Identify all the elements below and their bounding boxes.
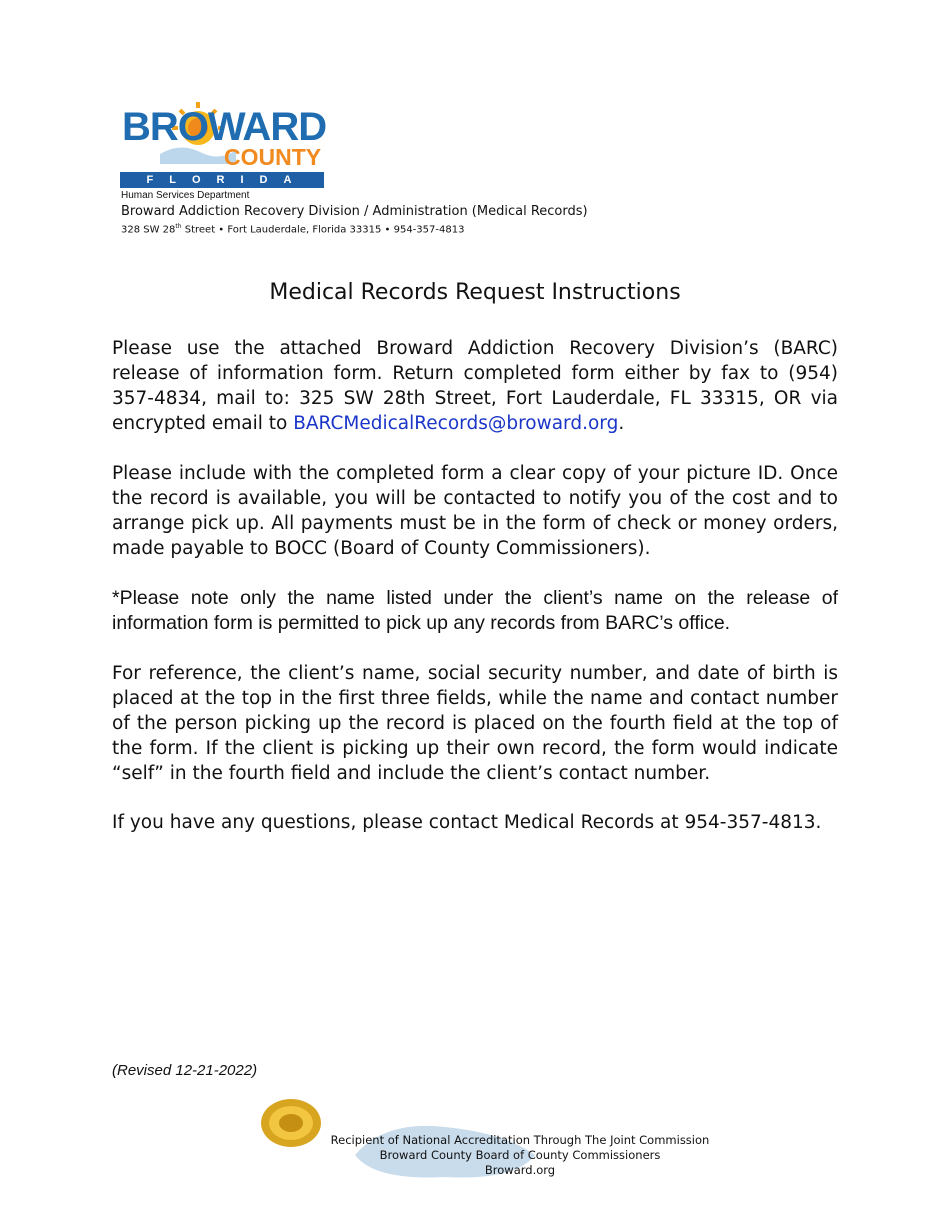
footer-website: Broward.org [484,1163,556,1177]
department-name: Human Services Department [121,190,250,201]
paragraph-form-reference: For reference, the client’s name, social security number, and date of birth is placed at the top in the first three fields, while the name and contact number of the person picking up the record is placed on the fourth field at the top of the form. If the client is picking up their own record, the form would indicate “self” in the fourth field and include the client’s contact number. [112,663,838,784]
page-title: Medical Records Request Instructions [269,280,681,305]
paragraph-picture-id: Please include with the completed form a clear copy of your picture ID. Once the record is available, you will be contacted to notify you of the cost and to arrange pick up. All payments must be in the form of check or money orders, made payable to BOCC (Board of County Commissioners). [112,463,838,559]
division-address [121,223,464,235]
email-link[interactable]: BARCMedicalRecords@broward.org [293,413,619,434]
logo-broward-text: BROWARD [122,105,327,149]
address-superscript: th [175,223,182,230]
revised-date: (Revised 12-21-2022) [112,1062,258,1079]
logo-florida-band: FLORIDA [120,172,324,188]
paragraph-release-form-end: . [618,413,625,434]
paragraph-contact: If you have any questions, please contact Medical Records at 954-357-4813. [112,812,822,833]
paragraph-release-form-text: Please use the attached Broward Addiction Recovery Division’s (BARC) release of information form. Return completed form either by fax to (954) 357-4834, mail to: 325 SW 28th Street, Fort Lauderdale, FL 33315, OR via encrypted email to [112,338,838,434]
address-part-2: Street • Fort Lauderdale, Florida 33315 • 954-357-4813 [181,224,465,236]
logo-county-text: COUNTY [224,144,322,170]
paragraph-pickup-note: *Please note only the name listed under the client’s name on the release of information form is permitted to pick up any records from BARC’s office. [112,587,838,634]
footer-board: Broward County Board of County Commissioners [379,1148,661,1162]
division-name: Broward Addiction Recovery Division / Administration (Medical Records) [121,204,588,219]
paragraph-release-form [112,336,838,436]
broward-county-logo [120,104,328,188]
footer [300,1133,740,1178]
footer-accreditation: Recipient of National Accreditation Through The Joint Commission [330,1133,710,1147]
address-part-1: 328 SW 28 [121,224,176,236]
